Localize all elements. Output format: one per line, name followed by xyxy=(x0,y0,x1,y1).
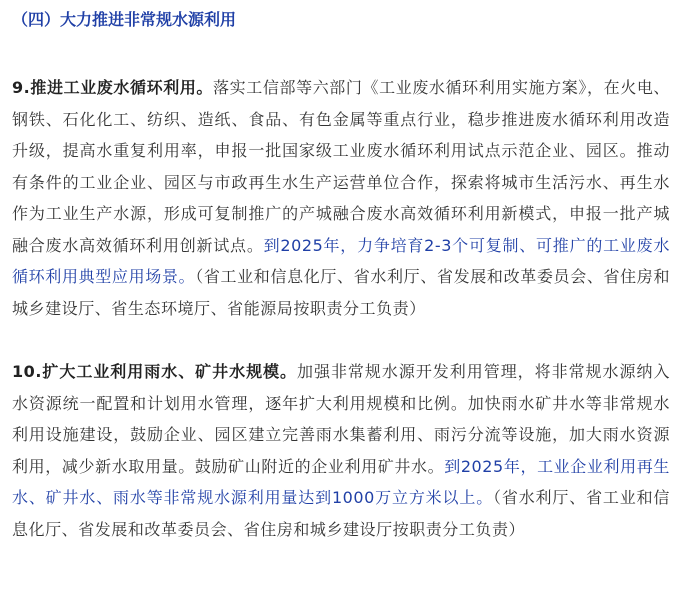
item-9-target: 到2025年，力争培育2-3个可复制、可推广的工业废水循环利用典型应用场景。 xyxy=(12,235,670,286)
item-10-lead: 10.扩大工业利用雨水、矿井水规模。 xyxy=(12,362,298,381)
paragraph-item-9 xyxy=(12,72,670,324)
item-9-lead: 9.推进工业废水循环利用。 xyxy=(12,78,214,97)
item-9-responsibility: （省工业和信息化厅、省水利厅、省发展和改革委员会、省住房和城乡建设厅、省生态环境厅、省能源局按职责分工负责） xyxy=(12,267,670,318)
item-10-target: 到2025年，工业企业利用再生水、矿井水、雨水等非常规水源利用量达到1000万立方米以上。 xyxy=(12,456,670,507)
item-9-body: 落实工信部等六部门《工业废水循环利用实施方案》，在火电、钢铁、石化化工、纺织、造纸、食品、有色金属等重点行业，稳步推进废水循环利用改造升级，提高水重复利用率，申报一批国家级工业废水循环利用试点示范企业、园区。推动有条件的工业企业、园区与市政再生水生产运营单位合作，探索将城市生活污水、再生水作为工业生产水源，形成可复制推广的产城融合废水高效循环利用新模式，申报一批产城融合废水高效循环利用创新试点。 xyxy=(12,78,670,255)
item-10-responsibility: （省水利厅、省工业和信息化厅、省发展和改革委员会、省住房和城乡建设厅按职责分工负责） xyxy=(12,488,670,539)
paragraph-item-10 xyxy=(12,356,670,545)
section-heading: （四）大力推进非常规水源利用 xyxy=(12,10,237,29)
item-10-body: 加强非常规水源开发利用管理，将非常规水源纳入水资源统一配置和计划用水管理，逐年扩大利用规模和比例。加快雨水矿井水等非常规水利用设施建设，鼓励企业、园区建立完善雨水集蓄利用、雨污分流等设施，加大雨水资源利用，减少新水取用量。鼓励矿山附近的企业利用矿井水。 xyxy=(12,362,670,476)
